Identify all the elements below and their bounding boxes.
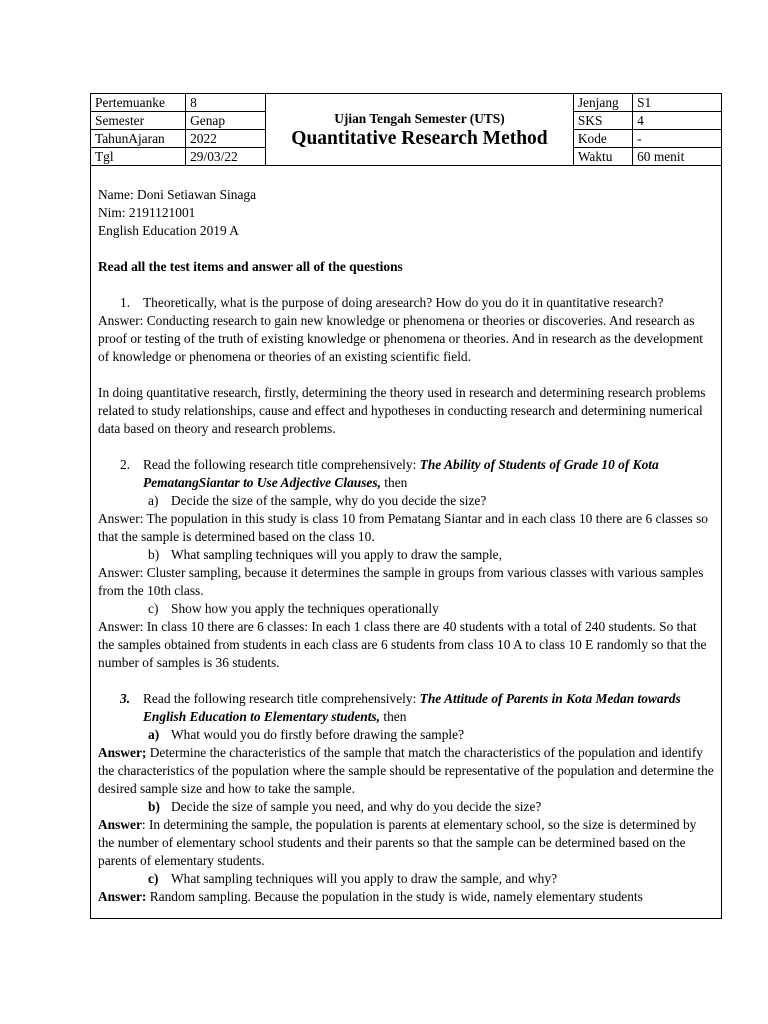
answer-3a	[98, 744, 716, 798]
question-1-number: 1.	[120, 295, 131, 310]
question-2b-number: b)	[148, 547, 160, 562]
answer-2c: Answer: In class 10 there are 6 classes: In each 1 class there are 40 students with a total of 240 students. So that the samples obtained from students in each class are 6 students from class 10 A to class 10 E randomly so that the number of samples is 36 students.	[98, 619, 707, 670]
answer-3c	[98, 888, 716, 906]
question-2a-number: a)	[148, 493, 159, 508]
credits-label: SKS	[573, 112, 632, 130]
question-2c-text: Show how you apply the techniques operationally	[171, 601, 439, 616]
question-3b-number: b)	[148, 799, 160, 814]
answer-3c-label: Answer:	[98, 889, 147, 904]
question-2a	[98, 492, 716, 510]
answer-1-part-2: In doing quantitative research, firstly, determining the theory used in research and determining research problems related to study relationships, cause and effect and hypotheses in conducting research and determining numerical data based on theory and research problems.	[98, 385, 706, 436]
question-3b	[98, 798, 716, 816]
question-3a-text: What would you do firstly before drawing the sample?	[171, 727, 465, 742]
question-1-text: Theoretically, what is the purpose of doing aresearch? How do you do it in quantitative research?	[143, 295, 664, 310]
year-value: 2022	[186, 130, 266, 148]
question-3-tail: then	[380, 709, 407, 724]
answer-3b-label: Answer	[98, 817, 142, 832]
question-2-tail: then	[380, 475, 408, 490]
header-table	[91, 94, 722, 166]
exam-title-cell	[266, 94, 574, 166]
answer-3a-label: Answer;	[98, 745, 147, 760]
question-2b-text: What sampling techniques will you apply to draw the sample,	[171, 547, 502, 562]
date-value: 29/03/22	[186, 148, 266, 166]
level-value: S1	[633, 94, 722, 112]
credits-value: 4	[633, 112, 722, 130]
answer-3c-text: Random sampling. Because the population in the study is wide, namely elementary students	[146, 889, 643, 904]
answer-3b	[98, 816, 716, 870]
date-label: Tgl	[91, 148, 186, 166]
question-2a-text: Decide the size of the sample, why do you decide the size?	[171, 493, 487, 508]
semester-value: Genap	[186, 112, 266, 130]
level-label: Jenjang	[573, 94, 632, 112]
answer-1-label: Answer:	[98, 313, 144, 328]
exam-page	[90, 93, 722, 919]
question-2c	[98, 600, 716, 618]
question-2-title: The Ability of Students of Grade 10 of Kota PematangSiantar to Use Adjective Clauses,	[143, 457, 659, 490]
question-3-lead: Read the following research title comprehensively:	[143, 691, 420, 706]
question-2c-number: c)	[148, 601, 159, 616]
instruction: Read all the test items and answer all of the questions	[98, 259, 403, 274]
exam-body	[98, 186, 716, 906]
question-3-number: 3.	[120, 691, 131, 706]
question-3	[98, 690, 716, 726]
answer-1	[98, 312, 716, 366]
code-value: -	[633, 130, 722, 148]
question-3a-number: a)	[148, 727, 160, 742]
question-3a	[98, 726, 716, 744]
answer-3b-text: : In determining the sample, the population is parents at elementary school, so the size is determined by the number of elementary school students and their parents so that the sample can be determined based on the parents of elementary students.	[98, 817, 697, 868]
student-name: Name: Doni Setiawan Sinaga	[98, 187, 257, 202]
student-nim: Nim: 2191121001	[98, 205, 196, 220]
question-3-title: The Attitude of Parents in Kota Medan towards English Education to Elementary students,	[143, 691, 681, 724]
answer-3a-text: Determine the characteristics of the sample that match the characteristics of the population and identify the characteristics of the population where the sample should be representative of the population and determine the desired sample size and how to take the sample.	[98, 745, 714, 796]
question-2	[98, 456, 716, 492]
question-1	[98, 294, 716, 312]
answer-1-text: Conducting research to gain new knowledge or phenomena or theories or discoveries. And research as proof or testing of the truth of existing knowledge or phenomena or theories. And in research as the development of knowledge or phenomena or theories of an existing scientific field.	[98, 313, 704, 364]
meeting-label: Pertemuanke	[91, 94, 186, 112]
meeting-value: 8	[186, 94, 266, 112]
question-2-number: 2.	[120, 457, 131, 472]
student-program: English Education 2019 A	[98, 223, 239, 238]
time-label: Waktu	[573, 148, 632, 166]
semester-label: Semester	[91, 112, 186, 130]
question-2b	[98, 546, 716, 564]
exam-subtitle: Ujian Tengah Semester (UTS)	[334, 110, 505, 126]
question-2-lead: Read the following research title comprehensively:	[143, 457, 420, 472]
year-label: TahunAjaran	[91, 130, 186, 148]
answer-2a: Answer: The population in this study is class 10 from Pematang Siantar and in each class 10 there are 6 classes so that the sample is determined based on the class 10.	[98, 511, 709, 544]
answer-2b: Answer: Cluster sampling, because it determines the sample in groups from various classes with various samples from the 10th class.	[98, 565, 704, 598]
time-value: 60 menit	[633, 148, 722, 166]
question-3b-text: Decide the size of sample you need, and why do you decide the size?	[171, 799, 542, 814]
question-3c	[98, 870, 716, 888]
question-3c-text: What sampling techniques will you apply to draw the sample, and why?	[171, 871, 558, 886]
question-3c-number: c)	[148, 871, 159, 886]
code-label: Kode	[573, 130, 632, 148]
exam-title: Quantitative Research Method	[291, 127, 548, 149]
